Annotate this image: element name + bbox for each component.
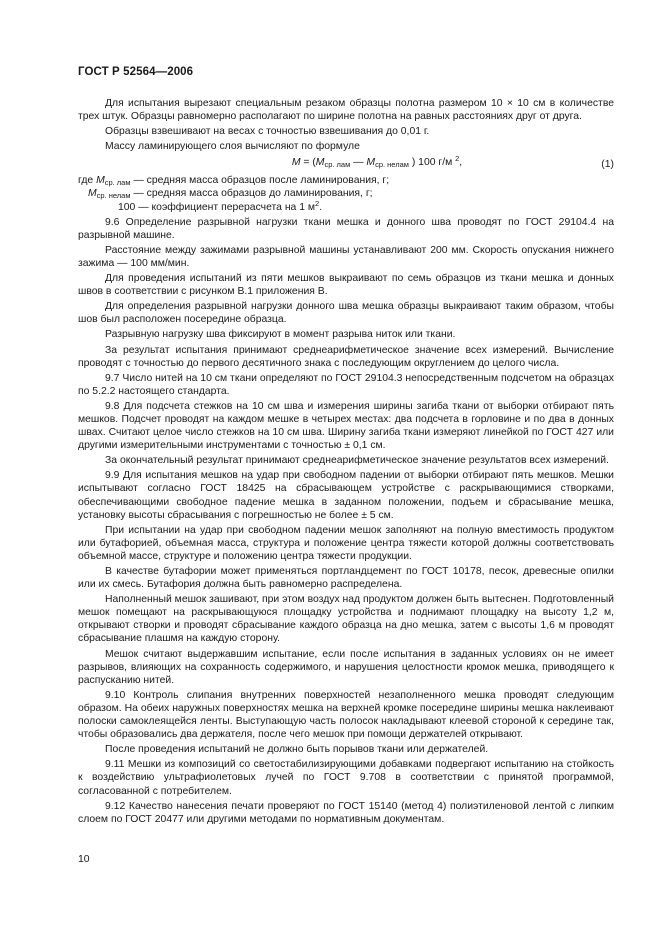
formula-exponent: 2 [455, 154, 460, 164]
where-exponent: 2 [315, 198, 320, 208]
paragraph: 9.8 Для подсчета стежков на 10 см шва и измерения ширины загиба ткани от выборки отбирают пять мешков. Подсчет проводят на каждом мешке в четырех местах: два подсчета в горловине и по два в донных швах. Считают целое число стежков на 10 см шва. Ширину загиба ткани измеряют линейкой по ГОСТ 427 или другими измерительными инструментами с точностью ± 0,1 см. [78, 400, 614, 452]
paragraph: Расстояние между зажимами разрывной машины устанавливают 200 мм. Скорость опускания нижнего зажима — 100 мм/мин. [78, 244, 614, 269]
paragraph: Массу ламинирующего слоя вычисляют по формуле [105, 141, 360, 153]
document-header: ГОСТ Р 52564—2006 [78, 66, 194, 78]
where-text: — средняя масса образцов до ламинирования, г; [130, 188, 373, 200]
where-text: . [319, 201, 323, 213]
formula-symbol: M [366, 157, 376, 169]
paragraph: За результат испытания принимают среднеарифметическое значение всех измерений. Вычисление проводят с точностью до первого десятичного знака с последующим округлением до целого числа. [78, 344, 614, 369]
paragraph: Образцы взвешивают на весах с точностью взвешивания до 0,01 г. [105, 126, 430, 138]
paragraph: Для определения разрывной нагрузки донного шва мешка образцы выкраивают таким образом, чтобы шов был расположен посередине образца. [78, 301, 614, 326]
where-text: — средняя масса образцов после ламинирования, г; [130, 175, 390, 187]
formula-symbol: M [291, 157, 301, 169]
paragraph: После проведения испытаний не должно быть порывов ткани или держателей. [105, 744, 489, 756]
equation-number: (1) [601, 159, 614, 171]
formula-subscript: ср. лам [324, 160, 351, 170]
paragraph: 9.10 Контроль слипания внутренних поверхностей незаполненного мешка проводят следующим образом. На обеих наружных поверхностях мешка на верхней кромке посередине ширины мешка наклеивают полоски самоклеящейся ленты. Выступающую часть полосок накладывают клеевой стороной к середине так, чтобы образовались два держателя, после чего мешок при помощи держателей открывают. [78, 689, 614, 741]
paragraph: Мешок считают выдержавшим испытание, если после испытания в заданных условиях он не имеет разрывов, влияющих на сохранность содержимого, и нарушения целостности кромок мешка, приводящего к распусканию нитей. [78, 648, 614, 686]
paragraph: Разрывную нагрузку шва фиксируют в момент разрыва ниток или ткани. [105, 329, 456, 341]
paragraph: 9.11 Мешки из композиций со светостабилизирующими добавками подвергают испытанию на стойкость к воздействию ультрафиолетовых лучей по ГОСТ 9.708 в соответствии с принятой программой, согласованной с потребителем. [78, 759, 614, 797]
formula-subscript: ср. нелам [375, 160, 409, 170]
formula-text: = ( [303, 157, 316, 169]
where-prefix: где [78, 175, 97, 187]
formula [230, 156, 462, 169]
where-line [78, 187, 614, 200]
paragraph: Для проведения испытаний из пяти мешков выкраивают по семь образцов из ткани мешка и донных швов в соответствии с рисунком В.1 приложения В. [78, 273, 614, 298]
paragraph: 9.12 Качество нанесения печати проверяют по ГОСТ 15140 (метод 4) полиэтиленовой лентой с липким слоем по ГОСТ 20477 или другими методами по нормативным документам. [78, 800, 614, 825]
where-symbol: M [96, 175, 105, 187]
formula-text: ) 100 г/м [411, 157, 453, 169]
paragraph: 9.6 Определение разрывной нагрузки ткани мешка и донного шва проводят по ГОСТ 29104.4 на разрывной машине. [78, 216, 614, 241]
paragraph: В качестве бутафории может применяться портландцемент по ГОСТ 10178, песок, древесные опилки или их смесь. Бутафория должна быть равномерно распределена. [78, 566, 614, 591]
body-text [78, 97, 614, 828]
page-number: 10 [78, 854, 90, 865]
formula-symbol: M [315, 157, 325, 169]
where-line [78, 198, 614, 214]
paragraph: За окончательный результат принимают среднеарифметическое значение результатов всех измерений. [105, 455, 609, 467]
paragraph: При испытании на удар при свободном падении мешок заполняют на полную вместимость продуктом или бутафорией, объемная масса, структура и положение центра тяжести которой должны соответствовать объемной массе, структуре и положению центра тяжести продукции. [78, 524, 614, 562]
where-subscript: ср. нелам [96, 191, 131, 201]
formula-text: — [350, 157, 367, 169]
paragraph: Наполненный мешок зашивают, при этом воздух над продуктом должен быть вытеснен. Подготовленный мешок помещают на раскрывающуюся площадку устройства и поднимают площадку на высоту 1,2 м, открывают створки и проводят сбрасывание каждого образца на дно мешка, затем с высоты 1,6 м проводят сбрасывание плашмя на каждую сторону. [78, 594, 614, 645]
paragraph: 9.7 Число нитей на 10 см ткани определяют по ГОСТ 29104.3 непосредственным подсчетом на образцах по 5.2.2 настоящего стандарта. [78, 372, 614, 397]
formula-text: , [459, 157, 463, 169]
paragraph: 9.9 Для испытания мешков на удар при свободном падении от выборки отбирают пять мешков. Мешки испытывают согласно ГОСТ 18425 на сбрасывающем устройстве с раскрывающимися створками, обеспечивающими свободное падение мешка в заданном положении, подъем и сбрасывание мешка, установку высоты сбрасывания с погрешностью не более ± 5 см. [78, 470, 614, 521]
where-subscript: ср. лам [104, 178, 131, 188]
where-line [78, 174, 614, 187]
where-symbol: M [88, 188, 97, 200]
paragraph: Для испытания вырезают специальным резаком образцы полотна размером 10 × 10 см в количестве трех штук. Образцы равномерно располагают по ширине полотна на равных расстояниях друг от друга. [78, 98, 614, 123]
where-text: 100 — коэффициент перерасчета на 1 м [118, 201, 316, 213]
formula-row [78, 156, 614, 172]
